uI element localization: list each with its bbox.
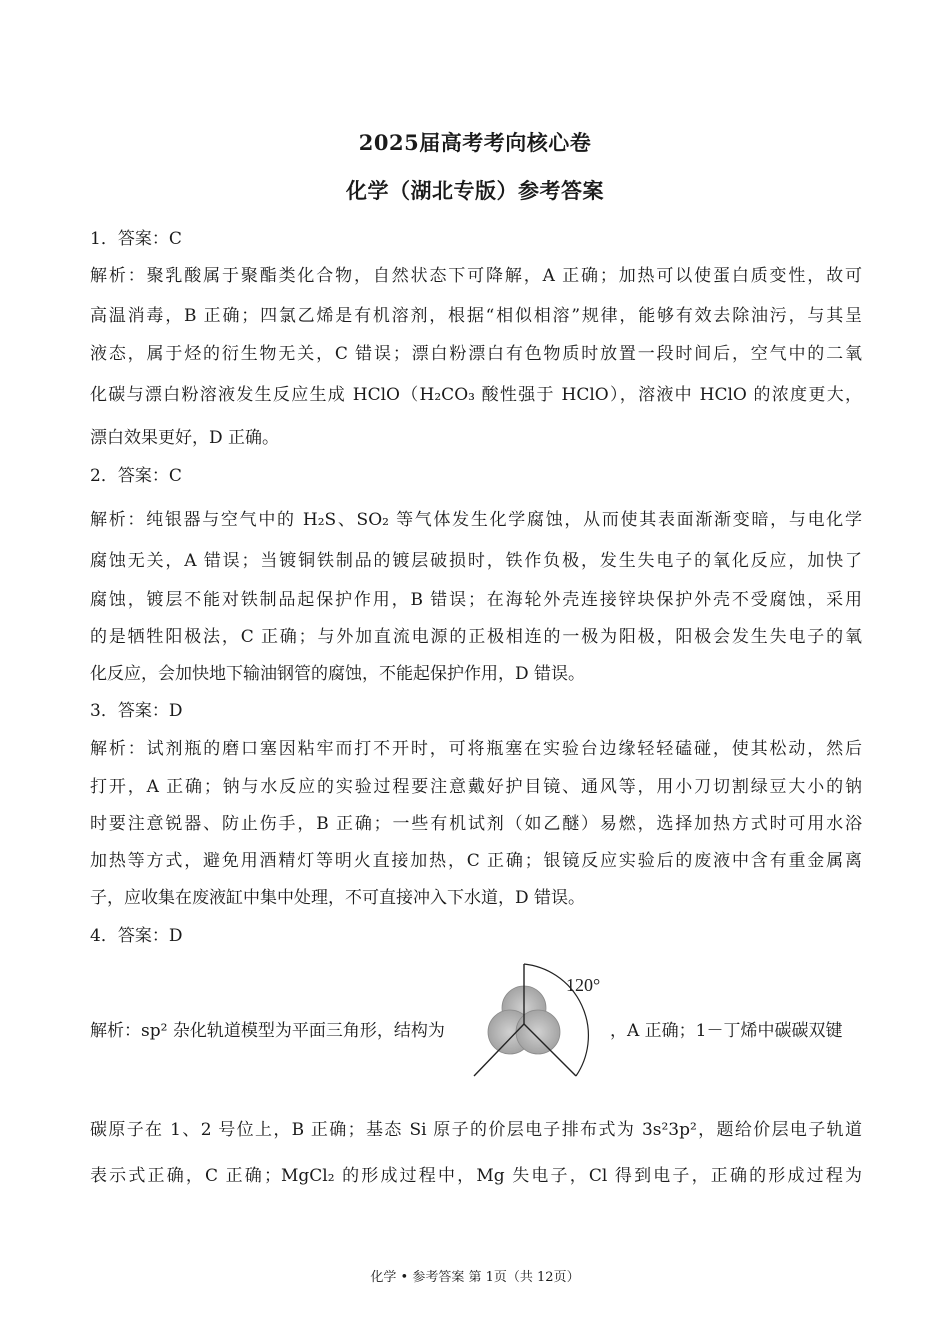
q4-line-1a: 解析：sp² 杂化轨道模型为平面三角形，结构为 xyxy=(90,1021,445,1041)
q1-line-4: 化碳与漂白粉溶液发生反应生成 HClO（H₂CO₃ 酸性强于 HClO），溶液中 HClO 的浓度更大， xyxy=(90,385,862,405)
q1-answer: 1．答案：C xyxy=(90,229,182,249)
q3-line-1: 解析：试剂瓶的磨口塞因粘牢而打不开时，可将瓶塞在实验台边缘轻轻磕碰，使其松动，然后 xyxy=(90,739,862,759)
q2-line-3: 腐蚀，镀层不能对铁制品起保护作用，B 错误；在海轮外壳连接锌块保护外壳不受腐蚀，采用 xyxy=(90,590,862,610)
q4-line-1b: ，A 正确；1－丁烯中碳碳双键 xyxy=(610,1021,843,1041)
angle-label: 120° xyxy=(566,975,601,995)
q2-line-4: 的是牺牲阳极法，C 正确；与外加直流电源的正极相连的一极为阳极，阳极会发生失电子的氧 xyxy=(90,627,862,647)
q2-answer: 2．答案：C xyxy=(90,466,182,486)
q1-line-5: 漂白效果更好，D 正确。 xyxy=(90,428,280,448)
q3-answer: 3．答案：D xyxy=(90,701,183,721)
q3-line-5: 子，应收集在废液缸中集中处理，不可直接冲入下水道，D 错误。 xyxy=(90,888,586,908)
q3-line-3: 时要注意锐器、防止伤手，B 正确；一些有机试剂（如乙醚）易燃，选择加热方式时可用水浴 xyxy=(90,814,862,834)
q1-line-2: 高温消毒，B 正确；四氯乙烯是有机溶剂，根据“相似相溶”规律，能够有效去除油污，与其呈 xyxy=(90,306,862,326)
q3-line-2: 打开，A 正确；钠与水反应的实验过程要注意戴好护目镜、通风等，用小刀切割绿豆大小的钠 xyxy=(90,777,862,797)
q4-answer: 4．答案：D xyxy=(90,926,183,946)
q1-line-1: 解析：聚乳酸属于聚酯类化合物，自然状态下可降解，A 正确；加热可以使蛋白质变性，故可 xyxy=(90,266,862,286)
q2-line-5: 化反应，会加快地下输油钢管的腐蚀，不能起保护作用，D 错误。 xyxy=(90,664,586,684)
q3-line-4: 加热等方式，避免用酒精灯等明火直接加热，C 正确；银镜反应实验后的废液中含有重金属离 xyxy=(90,851,862,871)
page-subtitle: 化学（湖北专版）参考答案 xyxy=(346,178,604,203)
q4-line-3: 表示式正确，C 正确；MgCl₂ 的形成过程中，Mg 失电子，Cl 得到电子，正确的形成过程为 xyxy=(90,1166,862,1186)
q1-line-3: 液态，属于烃的衍生物无关，C 错误；漂白粉漂白有色物质时放置一段时间后，空气中的二氧 xyxy=(90,344,862,364)
sp2-orbital-figure xyxy=(472,958,612,1082)
page-title: 2025届高考考向核心卷 xyxy=(358,130,592,155)
q2-line-2: 腐蚀无关，A 错误；当镀铜铁制品的镀层破损时，铁作负极，发生失电子的氧化反应，加快了 xyxy=(90,551,862,571)
page-footer: 化学 • 参考答案 第 1页（共 12页） xyxy=(370,1270,580,1285)
q2-line-1: 解析：纯银器与空气中的 H₂S、SO₂ 等气体发生化学腐蚀，从而使其表面渐渐变暗，与电化学 xyxy=(90,510,862,530)
q4-line-2: 碳原子在 1、2 号位上，B 正确；基态 Si 原子的价层电子排布式为 3s²3p²，题给价层电子轨道 xyxy=(90,1120,862,1140)
